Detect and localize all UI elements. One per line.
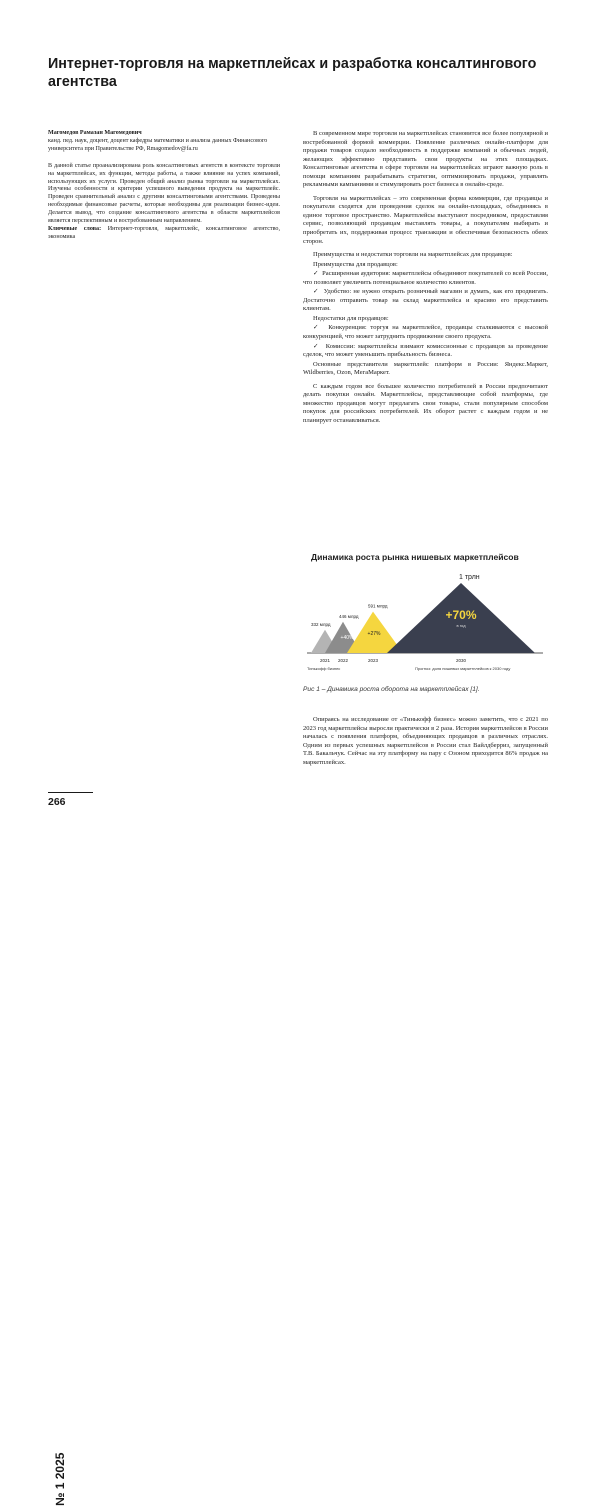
author-name: Магомедов Рамазан Магомедович bbox=[48, 130, 142, 136]
list-item-text: Конкуренция: торгуя на маркетплейсе, продавцы сталкиваются с высокой конкуренцией, что может затруднить продвижение своего продукта. bbox=[303, 324, 549, 341]
check-mark-icon: ✓ bbox=[313, 324, 321, 332]
tick-label: 2021 bbox=[319, 658, 331, 663]
source-note: Тинькофф бизнес bbox=[307, 666, 341, 671]
body-column bbox=[303, 130, 548, 431]
figure-caption: Рис 1 – Динамика роста оборота на маркетплейсах [1]. bbox=[303, 686, 480, 693]
data-label: 591 млрд bbox=[368, 603, 388, 609]
list-item-text: Удобство: не нужно открыть розничный магазин и думать, как его продвигать. Достаточно отправить товар на склад маркетплейса и красиво его представить клиентам. bbox=[303, 288, 549, 313]
market-growth-chart bbox=[303, 549, 548, 684]
body-paragraph: В современном мире торговля на маркетплейсах становится все более популярной и востребованной формой коммерции. Появление различных онлайн-платформ для продажи товаров создало необходимость в поддержке компаний и обычных людей, желающих эффективно представить свои продукты на этих площадках. Консалтинговые агентства в сфере торговли на маркетплейсах играют важную роль в помощи компаниям разрабатывать стратегии, оптимизировать продажи, управлять рекламными кампаниями и стимулировать рост бизнеса в онлайн-среде. bbox=[303, 130, 548, 189]
tick-label: 2023 bbox=[367, 658, 379, 663]
keywords-text: Интернет-торговля, маркетплейс, консалтинговое агентство, экономика bbox=[48, 225, 280, 240]
growth-label: +70% bbox=[445, 608, 477, 622]
footer-rule bbox=[48, 792, 93, 793]
body-paragraph: С каждым годом все большее количество потребителей в России предпочитают делать покупки онлайн. Маркетплейсы, представляющие собой платформы, где множество продавцов могут предлагать свои товары, стали популярным способом покупок для российских потребителей. Их оборот растет с каждым годом и не планирует останавливаться. bbox=[303, 382, 548, 424]
body-paragraph: Преимущества и недостатки торговли на маркетплейсах для продавцов: bbox=[313, 251, 513, 259]
list-heading: Преимущества для продавцов: bbox=[313, 260, 398, 268]
growth-sublabel: в год bbox=[456, 623, 466, 628]
list-item bbox=[303, 270, 548, 287]
forecast-note: Прогноз: доля нишевых маркетплейсов к 2030 году bbox=[415, 666, 511, 671]
body-paragraph: Опираясь на исследование от «Тинькофф бизнес» можно заметить, что с 2021 по 2023 год маркетплейсы выросли практически в 2 раза. История маркетплейсов в России началась с появления платформ, объединяющих продавцов в различных отраслях. Одним из первых успешных маркетплейсов в России стал Вайлдберриз, запущенный Т.В. Бакальчук. Сейчас на эту платформу на пару с Озоном приходится 86% продаж на маркетплейсах. bbox=[303, 716, 548, 766]
growth-label: +27% bbox=[367, 631, 381, 637]
tick-label: 2022 bbox=[337, 658, 349, 663]
data-label: 332 млрд bbox=[311, 621, 331, 627]
keywords-label: Ключевые слова: bbox=[48, 225, 102, 232]
growth-label: +40% bbox=[340, 635, 354, 641]
keywords bbox=[48, 226, 280, 242]
data-label: 1 трлн bbox=[459, 574, 480, 581]
issue-number: № 1 2025 bbox=[53, 1452, 67, 1506]
abstract: В данной статье проанализирована роль консалтинговых агентств в контексте торговли на маркетплейсах, их функции, методы работы, а также влияние на успех компаний, использующих их услуги. Проведен общий анализ рынка торговли на маркетплейсах. Изучены особенности и критерии успешного выведения продукта на маркетплейс. Проведен сравнительный анализ с другими консалтинговыми агентствами. Проведены необходимые финансовые расчеты, которые необходимы для реализации бизнес-идеи. Делается вывод, что создание консалтингового агентства в области маркетплейсов является перспективным и востребованным направлением. bbox=[48, 162, 280, 225]
body-paragraph: Торговля на маркетплейсах – это современная форма коммерции, где продавцы и покупатели сходятся для проведения сделок на онлайн-площадках, объединяясь в единое торговое пространство. Маркетплейсы выступают посредником, предоставляя сервис, позволяющий продавцам выставлять товары, а покупателям выбирать и приобретать их, поддерживая процесс транзакции и обеспечивая безопасность обеих сторон. bbox=[303, 194, 548, 245]
list-item bbox=[303, 343, 548, 360]
author-block bbox=[48, 130, 280, 242]
list-item bbox=[303, 288, 548, 314]
article-title: Интернет-торговля на маркетплейсах и разработка консалтингового агентства bbox=[48, 56, 537, 90]
list-item bbox=[303, 324, 548, 341]
list-heading: Недостатки для продавцов: bbox=[313, 314, 389, 322]
list-item-text: Комиссии: маркетплейсы взимают комиссионные с продавцов за проведение сделок, что может уменьшить прибыльность бизнеса. bbox=[303, 342, 548, 359]
author-affiliation: канд. пед. наук, доцент, доцент кафедры математики и анализа данных Финансового университета при Правительстве РФ, Rmagomedov@fa.ru bbox=[48, 137, 268, 152]
tick-label: 2030 bbox=[455, 658, 467, 663]
data-label: 446 млрд bbox=[339, 613, 359, 619]
check-mark-icon: ✓ bbox=[313, 342, 320, 350]
market-growth-figure bbox=[303, 549, 548, 689]
check-mark-icon: ✓ bbox=[313, 288, 320, 296]
body-paragraph: Основные представители маркетплейс платформ в России: Яндекс.Маркет, Wildberries, Ozon, МегаМаркет. bbox=[303, 360, 548, 377]
page-number: 266 bbox=[48, 796, 66, 808]
list-item-text: Расширенная аудитория: маркетплейсы объединяют покупателей со всей России, что позволяет увеличить потенциальное количество клиентов. bbox=[303, 270, 548, 286]
check-mark-icon: ✓ bbox=[313, 270, 319, 278]
chart-title: Динамика роста рынка нишевых маркетплейсов bbox=[311, 552, 519, 562]
